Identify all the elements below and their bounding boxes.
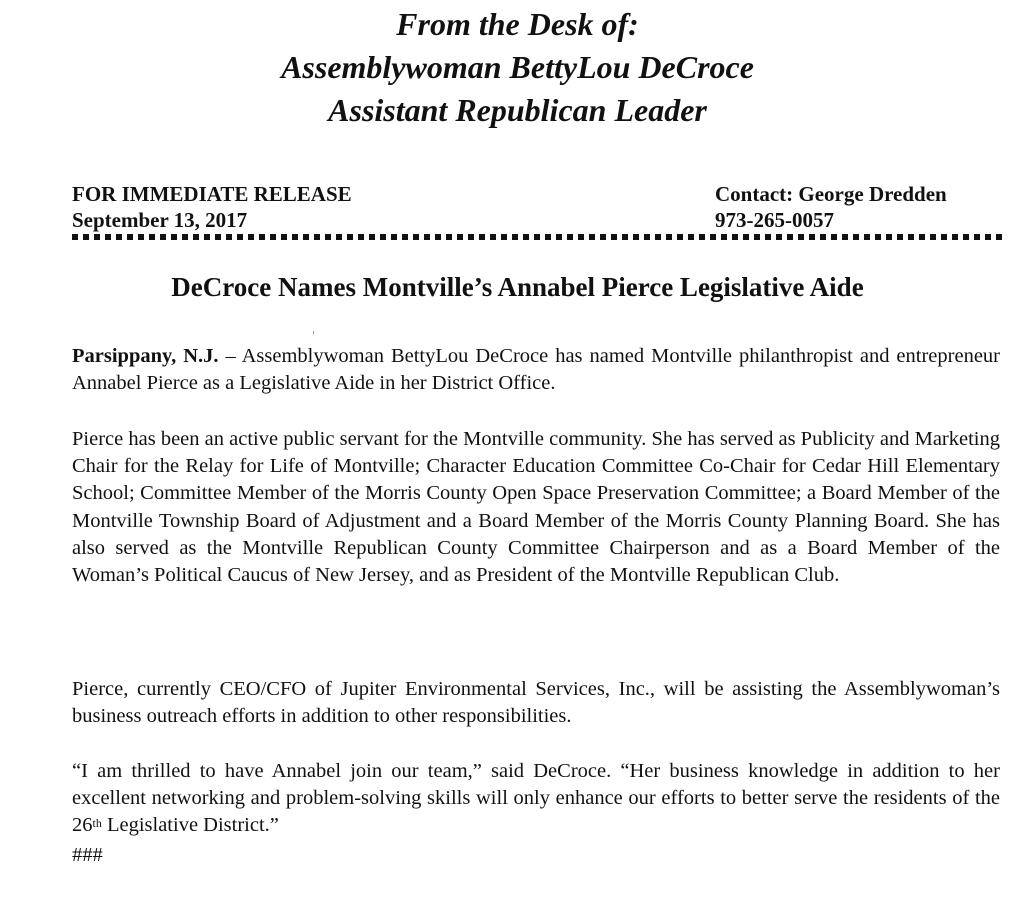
- contact-name: Contact: George Dredden: [715, 182, 947, 206]
- release-date: September 13, 2017: [72, 208, 248, 232]
- paragraph-quote: [72, 758, 1000, 840]
- masthead-line-title: Assistant Republican Leader: [328, 92, 707, 128]
- quote-text-end: Legislative District.”: [101, 814, 279, 837]
- release-info: [72, 181, 352, 233]
- masthead-line-name: Assemblywoman BettyLou DeCroce: [281, 49, 754, 85]
- quote-text: “I am thrilled to have Annabel join our team,” said DeCroce. “Her business knowledge in addition to her excellent networking and problem-solving skills will only enhance our efforts to better serve the residents of the 26: [72, 760, 1000, 837]
- paragraph-background: Pierce has been an active public servant for the Montville community. She has served as Publicity and Marketing Chair for the Relay for Life of Montville; Character Education Committee Co-Chair for Cedar Hill Elementary School; Committee Member of the Morris County Open Space Preservation Committee; a Board Member of the Montville Township Board of Adjustment and a Board Member of the Morris County Planning Board. She has also served as the Montville Republican County Committee Chairperson and as a Board Member of the Woman’s Political Caucus of New Jersey, and as President of the Montville Republican Club.: [72, 428, 1000, 587]
- paragraph-intro: [72, 343, 1000, 397]
- headline: DeCroce Names Montville’s Annabel Pierce Legislative Aide: [171, 272, 864, 302]
- masthead: [0, 3, 1035, 132]
- intro-text: – Assemblywoman BettyLou DeCroce has named Montville philanthropist and entrepreneur Annabel Pierce as a Legislative Aide in her District Office.: [72, 345, 1000, 395]
- dateline: Parsippany, N.J.: [72, 345, 219, 367]
- contact-info: [715, 181, 947, 233]
- release-label: FOR IMMEDIATE RELEASE: [72, 182, 352, 206]
- masthead-line-from-desk: From the Desk of:: [396, 6, 639, 42]
- scan-speck: [313, 331, 314, 334]
- end-mark: ###: [72, 844, 103, 866]
- ordinal-suffix: th: [92, 816, 102, 831]
- dotted-divider: [72, 234, 1004, 240]
- paragraph-role: Pierce, currently CEO/CFO of Jupiter Environmental Services, Inc., will be assisting the Assemblywoman’s business outreach efforts in addition to other responsibilities.: [72, 678, 1000, 728]
- contact-phone: 973-265-0057: [715, 208, 834, 232]
